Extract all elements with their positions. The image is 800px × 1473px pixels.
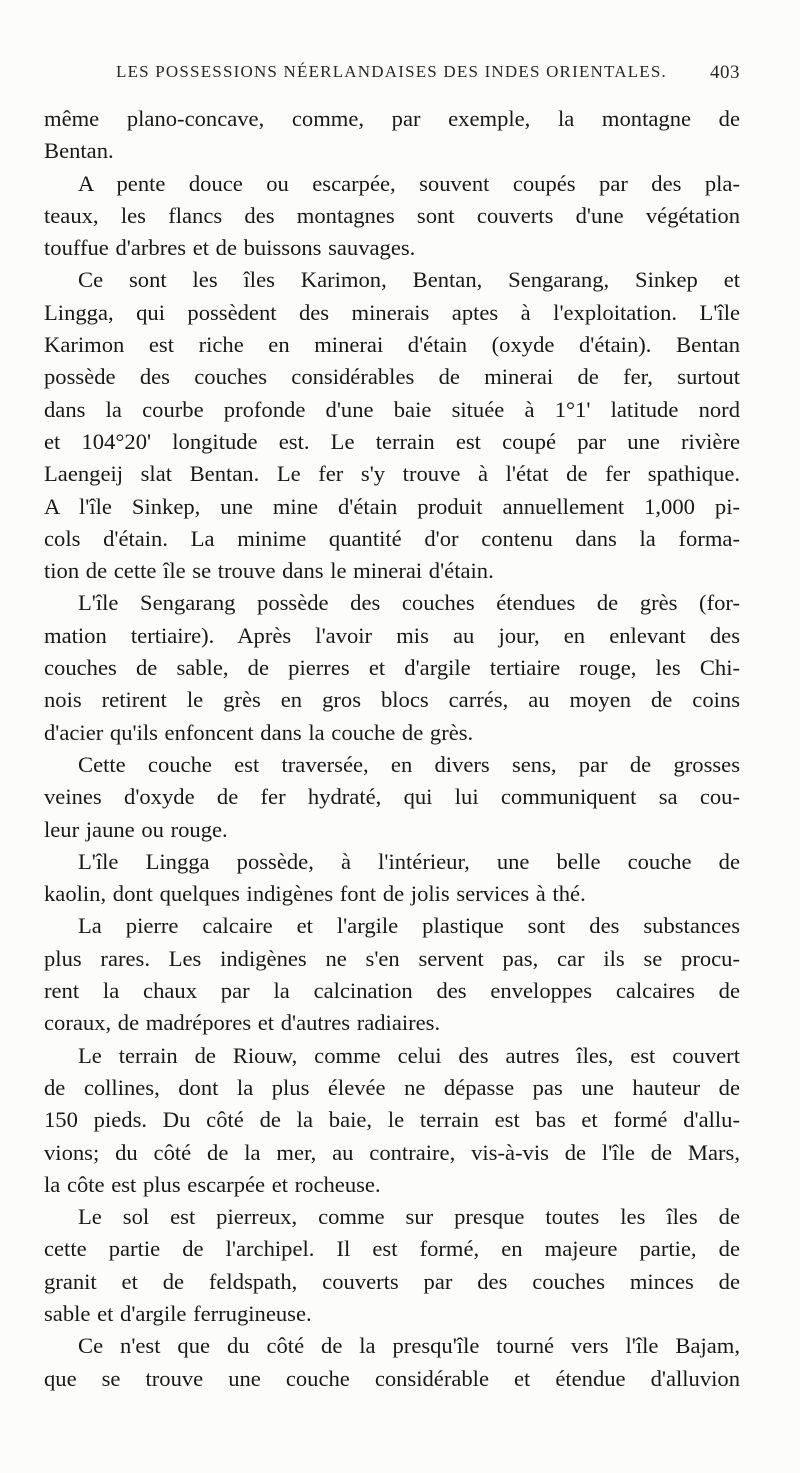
text-line: 150 pieds. Du côté de la baie, le terrain est bas et formé d'allu- <box>44 1107 740 1133</box>
paragraph <box>44 587 740 748</box>
text-line: dans la courbe profonde d'une baie située à 1°1' latitude nord <box>44 396 740 422</box>
paragraph <box>44 846 740 911</box>
paragraph <box>44 910 740 1039</box>
text-line: Le sol est pierreux, comme sur presque toutes les îles de <box>78 1204 740 1230</box>
paragraph <box>44 1201 740 1330</box>
text-line: Ce n'est que du côté de la presqu'île tourné vers l'île Bajam, <box>78 1333 740 1359</box>
text-line: vions; du côté de la mer, au contraire, vis-à-vis de l'île de Mars, <box>44 1139 740 1165</box>
text-line: mation tertiaire). Après l'avoir mis au jour, en enlevant des <box>44 622 740 648</box>
text-line: kaolin, dont quelques indigènes font de jolis services à thé. <box>44 881 586 907</box>
text-line: L'île Sengarang possède des couches étendues de grès (for- <box>78 590 740 616</box>
text-line: teaux, les flancs des montagnes sont couverts d'une végétation <box>44 202 740 228</box>
text-line: la côte est plus escarpée et rocheuse. <box>44 1171 381 1197</box>
text-line: couches de sable, de pierres et d'argile tertiaire rouge, les Chi- <box>44 655 740 681</box>
text-line: touffue d'arbres et de buissons sauvages. <box>44 235 416 261</box>
text-line: rent la chaux par la calcination des enveloppes calcaires de <box>44 978 740 1004</box>
text-line: possède des couches considérables de minerai de fer, surtout <box>44 364 740 390</box>
text-line: Karimon est riche en minerai d'étain (oxyde d'étain). Bentan <box>44 332 740 358</box>
text-line: plus rares. Les indigènes ne s'en servent pas, car ils se procu- <box>44 945 740 971</box>
page-header <box>40 62 740 90</box>
page-number: 403 <box>710 62 740 83</box>
text-line: coraux, de madrépores et d'autres radiaires. <box>44 1010 441 1036</box>
text-line: leur jaune ou rouge. <box>44 816 228 842</box>
text-line: et 104°20' longitude est. Le terrain est coupé par une rivière <box>44 428 740 454</box>
text-line: L'île Lingga possède, à l'intérieur, une belle couche de <box>78 848 740 874</box>
paragraph <box>44 1040 740 1201</box>
text-line: Ce sont les îles Karimon, Bentan, Sengarang, Sinkep et <box>78 267 740 293</box>
text-line: A pente douce ou escarpée, souvent coupés par des pla- <box>78 170 740 196</box>
body-text <box>44 103 740 1395</box>
text-line: même plano-concave, comme, par exemple, la montagne de <box>44 106 740 131</box>
text-line: Bentan. <box>44 138 114 164</box>
text-line: de collines, dont la plus élevée ne dépasse pas une hauteur de <box>44 1074 740 1100</box>
running-title: LES POSSESSIONS NÉERLANDAISES DES INDES ORIENTALES. <box>116 62 667 81</box>
paragraph <box>44 1330 740 1395</box>
text-line: Lingga, qui possèdent des minerais aptes à l'exploitation. L'île <box>44 299 740 325</box>
text-line: Cette couche est traversée, en divers sens, par de grosses <box>78 751 740 777</box>
text-line: cols d'étain. La minime quantité d'or contenu dans la forma- <box>44 525 740 551</box>
text-line: granit et de feldspath, couverts par des couches minces de <box>44 1268 740 1294</box>
text-line: nois retirent le grès en gros blocs carrés, au moyen de coins <box>44 687 740 713</box>
text-line: sable et d'argile ferrugineuse. <box>44 1300 312 1326</box>
text-line: Le terrain de Riouw, comme celui des autres îles, est couvert <box>78 1042 740 1068</box>
text-line: d'acier qu'ils enfoncent dans la couche de grès. <box>44 719 474 745</box>
text-line: La pierre calcaire et l'argile plastique sont des substances <box>78 913 740 939</box>
paragraph <box>44 168 740 265</box>
text-line: tion de cette île se trouve dans le minerai d'étain. <box>44 558 494 584</box>
text-line: A l'île Sinkep, une mine d'étain produit annuellement 1,000 pi- <box>44 493 740 519</box>
paragraph <box>44 749 740 846</box>
text-line: cette partie de l'archipel. Il est formé, en majeure partie, de <box>44 1236 740 1262</box>
paragraph <box>44 103 740 168</box>
text-line: Laengeij slat Bentan. Le fer s'y trouve à l'état de fer spathique. <box>44 461 740 487</box>
text-line: que se trouve une couche considérable et étendue d'alluvion <box>44 1365 740 1391</box>
text-line: veines d'oxyde de fer hydraté, qui lui communiquent sa cou- <box>44 784 740 810</box>
paragraph <box>44 264 740 587</box>
